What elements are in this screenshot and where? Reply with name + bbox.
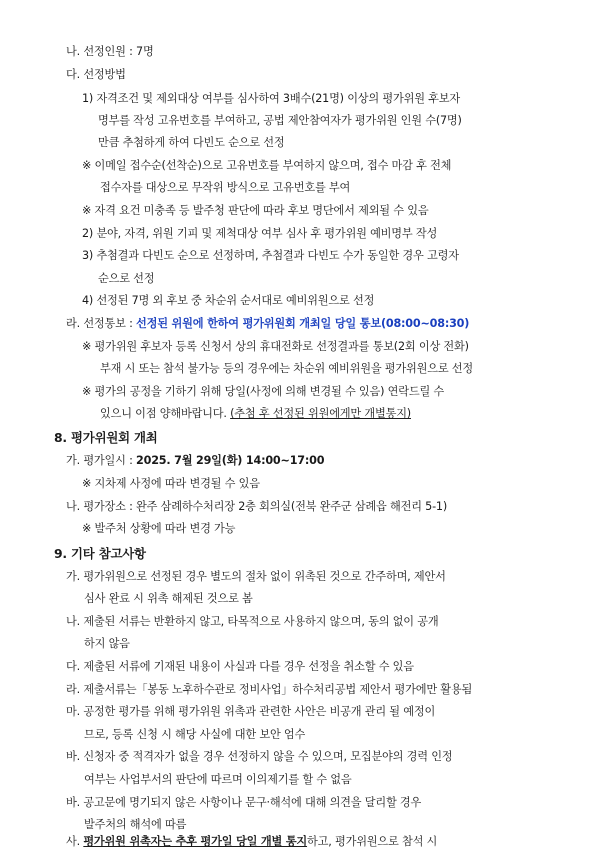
selection-notice-highlight: 선정된 위원에 한하여 평가위원회 개최일 당일 통보(08:00~08:30): [136, 317, 470, 330]
evaluation-datetime-line: 가. 평가일시 : 2025. 7월 29일(화) 14:00~17:00: [66, 454, 325, 467]
note-line: ※ 평가의 공정을 기하기 위해 당일(사정에 의해 변경될 수 있음) 연락드릴 수: [82, 385, 445, 398]
appointee-notice-underlined: 평가위원 위촉자는 추후 평가일 당일 개별 통지: [83, 835, 308, 848]
reference-item: 바. 신청자 중 적격자가 없을 경우 선정하지 않을 수 있으며, 모집분야의 경력 인정: [66, 750, 453, 763]
note-line: ※ 평가위원 후보자 등록 신청서 상의 휴대전화로 선정결과를 통보(2회 이상 전화): [82, 340, 469, 353]
reference-item: 바. 공고문에 명기되지 않은 사항이나 문구·해석에 대해 의견을 달리할 경우: [66, 796, 422, 809]
method-item-1-cont: 만큼 추첨하게 하여 다빈도 순으로 선정: [98, 136, 285, 149]
evaluation-datetime-value: 2025. 7월 29일(화) 14:00~17:00: [136, 454, 325, 467]
method-item-1-cont: 명부를 작성 고유번호를 부여하고, 공법 제안참여자가 평가위원 인원 수(7명): [98, 114, 462, 127]
method-item-3: 3) 추첨결과 다빈도 순으로 선정하며, 추첨결과 다빈도 수가 동일한 경우 고령자: [82, 249, 459, 262]
note-line: ※ 발주처 상황에 따라 변경 가능: [82, 522, 236, 535]
selection-count-line: 나. 선정인원 : 7명: [66, 45, 154, 58]
note-line-cont: 있으니 이점 양해바랍니다. (추첨 후 선정된 위원에게만 개별통지): [100, 407, 411, 420]
reference-item-cont: 하지 않음: [84, 637, 130, 650]
reference-item: 라. 제출서류는「봉동 노후하수관로 정비사업」하수처리공법 제안서 평가에만 활용됨: [66, 683, 473, 696]
method-item-2: 2) 분야, 자격, 위원 기피 및 제척대상 여부 심사 후 평가위원 예비명부 작성: [82, 227, 438, 240]
method-item-3-cont: 순으로 선정: [98, 272, 155, 285]
method-item-4: 4) 선정된 7명 외 후보 중 차순위 순서대로 예비위원으로 선정: [82, 294, 375, 307]
note-line: ※ 이메일 접수순(선착순)으로 고유번호를 부여하지 않으며, 접수 마감 후 전체: [82, 159, 452, 172]
selection-notice-line: 라. 선정통보 : 선정된 위원에 한하여 평가위원회 개최일 당일 통보(08:00~08:30): [66, 317, 470, 330]
reference-item-cont: 여부는 사업부서의 판단에 따르며 이의제기를 할 수 없음: [84, 773, 352, 786]
note-line-cont: 접수자를 대상으로 무작위 방식으로 고유번호를 부여: [100, 181, 351, 194]
reference-item: 다. 제출된 서류에 기재된 내용이 사실과 다를 경우 선정을 취소할 수 있음: [66, 660, 414, 673]
note-line-cont: 부재 시 또는 참석 불가능 등의 경우에는 차순위 예비위원을 평가위원으로 선정: [100, 362, 473, 375]
method-item-1: 1) 자격조건 및 제외대상 여부를 심사하여 3배수(21명) 이상의 평가위원 후보자: [82, 92, 460, 105]
note-line: ※ 자격 요건 미충족 등 발주청 판단에 따라 후보 명단에서 제외될 수 있음: [82, 204, 429, 217]
reference-item: 나. 제출된 서류는 반환하지 않고, 타목적으로 사용하지 않으며, 동의 없이 공개: [66, 615, 439, 628]
note-line: ※ 지차제 사정에 따라 변경될 수 있음: [82, 477, 260, 490]
reference-item-cont: 므로, 등록 신청 시 해당 사실에 대한 보안 엄수: [84, 728, 306, 741]
individual-notice-underlined: (추첨 후 선정된 위원에게만 개별통지): [230, 407, 411, 420]
reference-item-cont: 발주처의 해석에 따름: [84, 818, 187, 831]
evaluation-place-line: 나. 평가장소 : 완주 삼례하수처리장 2층 회의실(전북 완주군 삼례읍 해전리 5-1): [66, 500, 448, 513]
reference-item-cont: 심사 완료 시 위촉 해제된 것으로 봄: [84, 592, 253, 605]
reference-item: 가. 평가위원으로 선정된 경우 별도의 절차 없이 위촉된 것으로 간주하며, 제안서: [66, 570, 446, 583]
section-8-heading: 8. 평가위원회 개최: [54, 430, 158, 445]
reference-item: 마. 공정한 평가를 위해 평가위원 위촉과 관련한 사안은 비공개 관리 될 예정이: [66, 705, 436, 718]
reference-item-last: 사. 평가위원 위촉자는 추후 평가일 당일 개별 통지하고, 평가위원으로 참석 시: [66, 835, 438, 848]
section-9-heading: 9. 기타 참고사항: [54, 546, 146, 561]
selection-method-heading: 다. 선정방법: [66, 68, 126, 81]
